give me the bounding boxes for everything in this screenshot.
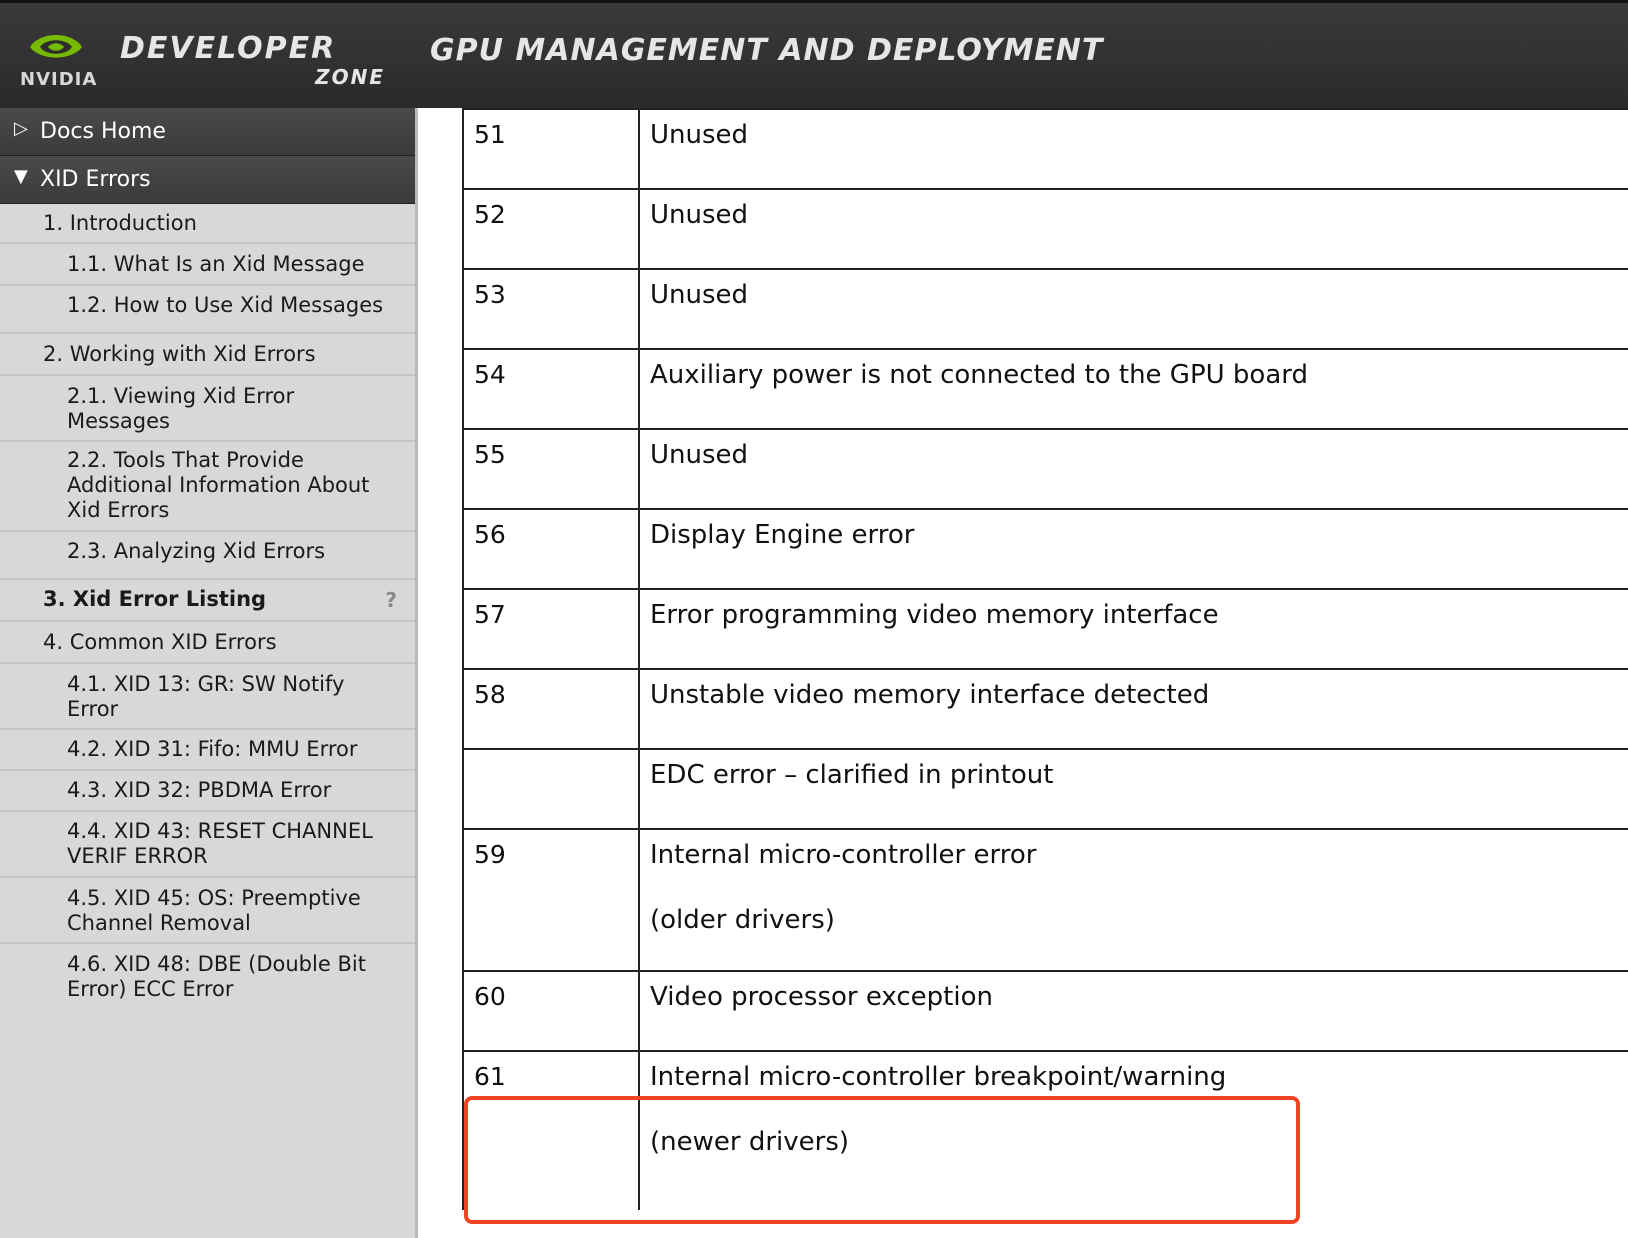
xid-number	[462, 750, 640, 828]
sidebar-item-introduction[interactable]	[0, 204, 415, 244]
xid-description-text: Error programming video memory interface	[650, 600, 1219, 630]
xid-number: 59	[462, 830, 640, 970]
sidebar-item-xid-45[interactable]	[0, 878, 415, 944]
xid-description	[640, 1052, 1628, 1210]
main-content	[418, 108, 1628, 1238]
top-header	[0, 0, 1628, 108]
xid-description-text: Unused	[650, 120, 749, 150]
table-row	[462, 108, 1628, 188]
xid-description	[640, 750, 1628, 828]
sidebar-item-common-xid[interactable]	[0, 622, 415, 664]
sidebar-item-viewing-xid[interactable]	[0, 376, 415, 442]
sidebar-item-label: 4.2. XID 31: Fifo: MMU Error	[67, 737, 358, 761]
xid-description-text: EDC error – clarified in printout	[650, 760, 1054, 790]
nvidia-wordmark: NVIDIA	[20, 69, 98, 90]
table-row	[462, 828, 1628, 970]
xid-number: 60	[462, 972, 640, 1050]
developer-text: DEVELOPER	[120, 31, 337, 66]
sidebar-item-what-is-xid[interactable]	[0, 244, 415, 286]
xid-description	[640, 590, 1628, 668]
developer-zone-logo[interactable]	[120, 27, 385, 93]
xid-description	[640, 350, 1628, 428]
sidebar-item-label: 1. Introduction	[43, 211, 197, 235]
sidebar-item-how-to-use-xid[interactable]	[0, 286, 415, 334]
xid-description	[640, 972, 1628, 1050]
table-row	[462, 668, 1628, 748]
xid-description-note: (newer drivers)	[650, 1127, 850, 1157]
xid-number: 53	[462, 270, 640, 348]
sidebar-item-xid-31[interactable]	[0, 730, 415, 771]
xid-number: 54	[462, 350, 640, 428]
sidebar-item-label: Docs Home	[40, 119, 166, 144]
xid-number: 56	[462, 510, 640, 588]
sidebar-item-label: 4.1. XID 13: GR: SW Notify Error	[67, 672, 345, 721]
sidebar-item-label: XID Errors	[40, 167, 151, 192]
triangle-down-icon: ▼	[14, 166, 28, 187]
page-title: GPU MANAGEMENT AND DEPLOYMENT	[430, 33, 1104, 68]
table-row	[462, 188, 1628, 268]
xid-description-text: Video processor exception	[650, 982, 993, 1012]
sidebar-item-label: 4.6. XID 48: DBE (Double Bit Error) ECC Error	[67, 952, 366, 1001]
xid-description-text: Unused	[650, 200, 749, 230]
xid-description	[640, 270, 1628, 348]
xid-number: 58	[462, 670, 640, 748]
sidebar-item-xid-errors[interactable]	[0, 156, 415, 204]
nvidia-eye-icon	[26, 27, 86, 65]
xid-description	[640, 110, 1628, 188]
sidebar-item-label: 4.4. XID 43: RESET CHANNEL VERIF ERROR	[67, 819, 373, 868]
xid-description-text: Auxiliary power is not connected to the GPU board	[650, 360, 1309, 390]
xid-description-text: Unused	[650, 440, 749, 470]
xid-description	[640, 190, 1628, 268]
xid-description	[640, 510, 1628, 588]
table-row	[462, 748, 1628, 828]
table-row	[462, 970, 1628, 1050]
triangle-right-icon: ▷	[14, 118, 28, 139]
sidebar-item-xid-43[interactable]	[0, 812, 415, 878]
xid-number: 57	[462, 590, 640, 668]
sidebar-item-xid-error-listing[interactable]	[0, 580, 415, 622]
xid-description-text: Display Engine error	[650, 520, 915, 550]
sidebar	[0, 108, 418, 1238]
sidebar-item-analyzing-xid[interactable]	[0, 532, 415, 580]
xid-description	[640, 830, 1628, 970]
sidebar-item-xid-13[interactable]	[0, 664, 415, 730]
table-row	[462, 508, 1628, 588]
sidebar-item-label: 2.2. Tools That Provide Additional Information About Xid Errors	[67, 448, 370, 522]
sidebar-item-label: 4.5. XID 45: OS: Preemptive Channel Removal	[67, 886, 361, 935]
nvidia-logo[interactable]	[18, 21, 104, 93]
sidebar-item-tools-xid[interactable]	[0, 442, 415, 532]
xid-number: 52	[462, 190, 640, 268]
sidebar-item-label: 1.1. What Is an Xid Message	[67, 252, 365, 276]
sidebar-item-label: 4. Common XID Errors	[43, 630, 277, 654]
zone-text: ZONE	[315, 65, 385, 89]
sidebar-item-label: 3. Xid Error Listing	[43, 587, 267, 611]
sidebar-item-docs-home[interactable]	[0, 108, 415, 156]
xid-description-note: (older drivers)	[650, 905, 835, 935]
sidebar-item-xid-48[interactable]	[0, 944, 415, 1010]
xid-description-text: Internal micro-controller breakpoint/warning	[650, 1062, 1227, 1092]
help-icon[interactable]: ?	[385, 588, 397, 612]
sidebar-item-xid-32[interactable]	[0, 771, 415, 812]
xid-description-text: Unused	[650, 280, 749, 310]
sidebar-item-label: 4.3. XID 32: PBDMA Error	[67, 778, 332, 802]
table-row	[462, 268, 1628, 348]
xid-description	[640, 430, 1628, 508]
xid-number: 55	[462, 430, 640, 508]
xid-number: 61	[462, 1052, 640, 1210]
xid-description-text: Internal micro-controller error	[650, 840, 1037, 870]
xid-description-text: Unstable video memory interface detected	[650, 680, 1210, 710]
sidebar-item-working-with-xid[interactable]	[0, 334, 415, 376]
sidebar-item-label: 2. Working with Xid Errors	[43, 342, 316, 366]
sidebar-item-label: 1.2. How to Use Xid Messages	[67, 293, 384, 317]
table-row	[462, 428, 1628, 508]
xid-description	[640, 670, 1628, 748]
xid-number: 51	[462, 110, 640, 188]
table-row	[462, 348, 1628, 428]
table-row	[462, 588, 1628, 668]
sidebar-item-label: 2.1. Viewing Xid Error Messages	[67, 384, 295, 433]
sidebar-item-label: 2.3. Analyzing Xid Errors	[67, 539, 326, 563]
table-row	[462, 1050, 1628, 1210]
